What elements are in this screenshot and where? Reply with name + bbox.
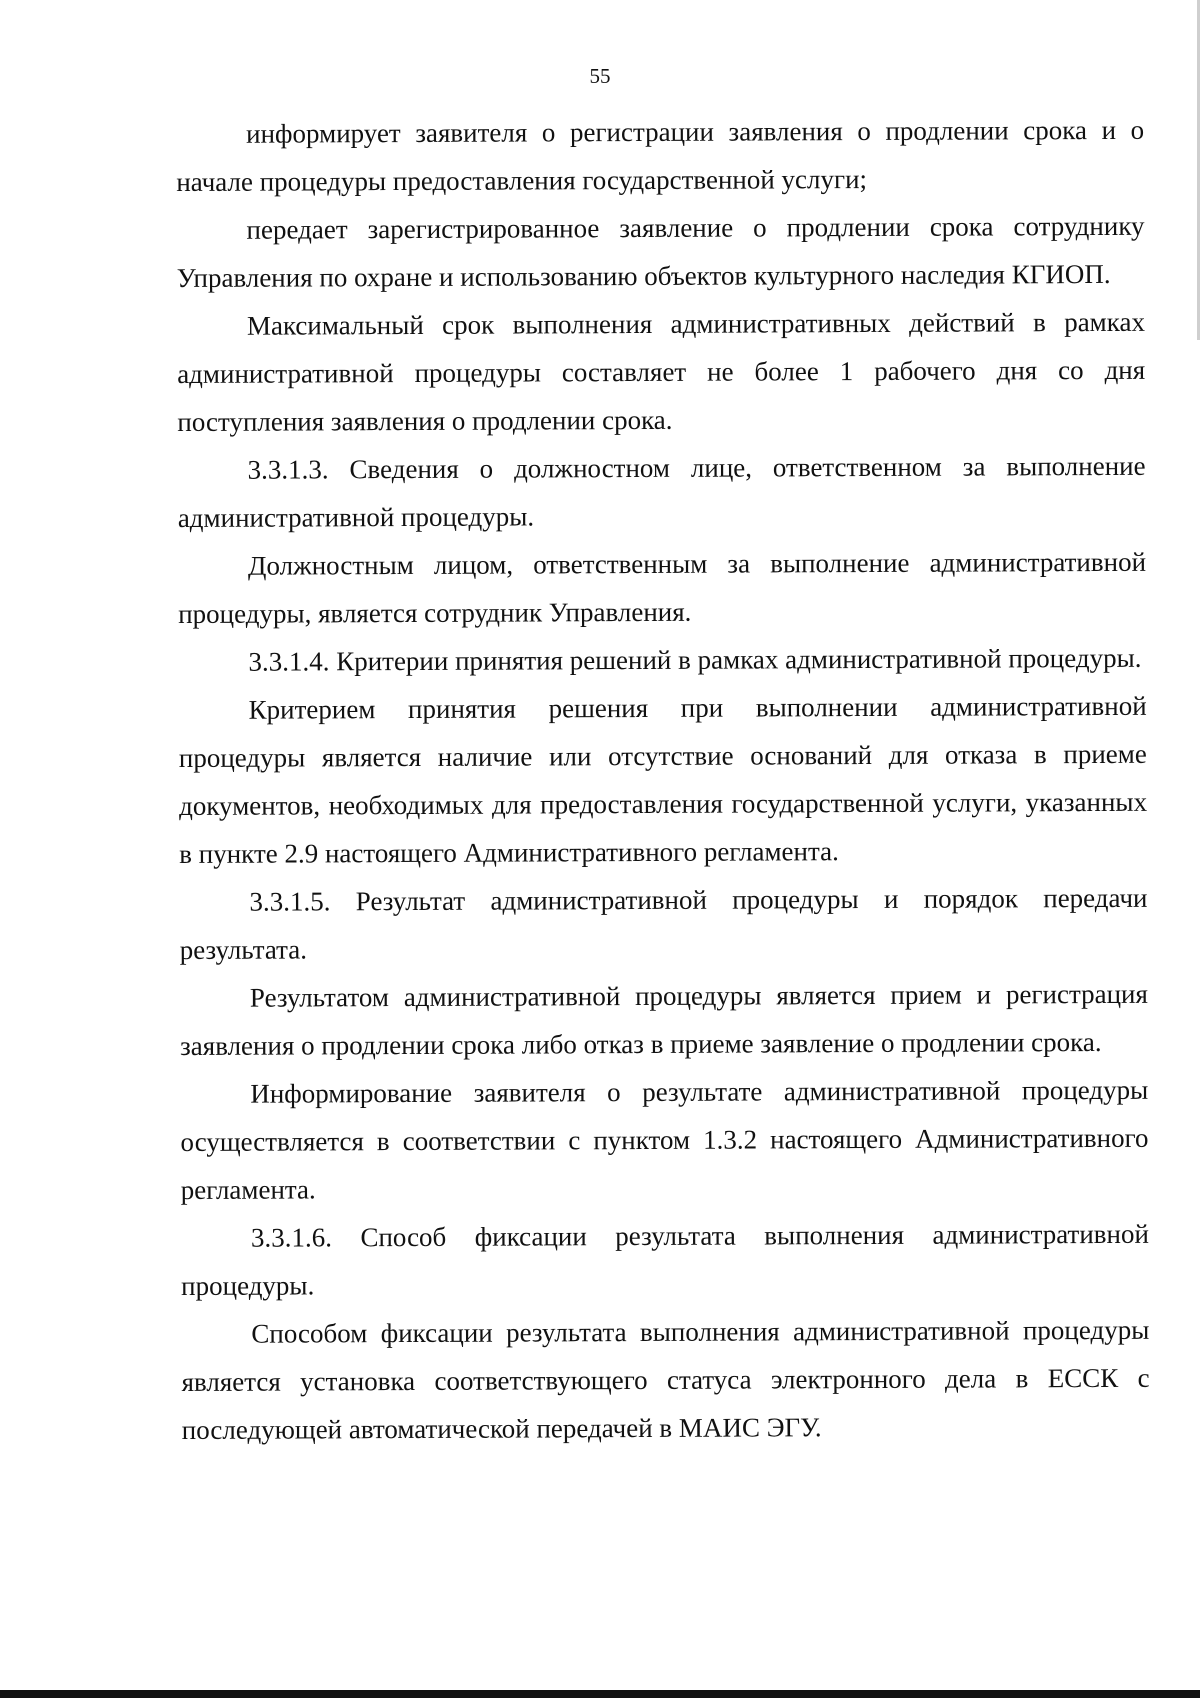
paragraph: Результатом административной процедуры является прием и регистрация заявления о продлении срока либо отказ в приеме заявление о продлении срока. bbox=[180, 978, 1148, 1061]
scan-bottom-border bbox=[0, 1690, 1200, 1698]
section-heading: 3.3.1.5. Результат административной процедуры и порядок передачи результата. bbox=[179, 882, 1148, 965]
paragraph: Должностным лицом, ответственным за выполнение административной процедуры, является сотрудник Управления. bbox=[178, 546, 1147, 629]
section-heading: 3.3.1.3. Сведения о должностном лице, ответственном за выполнение административной процедуры. bbox=[177, 450, 1146, 533]
paragraph: информирует заявителя о регистрации заявления о продлении срока и о начале процедуры предоставления государственной услуги; bbox=[176, 114, 1145, 197]
section-heading: 3.3.1.4. Критерии принятия решений в рамках административной процедуры. bbox=[248, 642, 1142, 677]
page-number: 55 bbox=[589, 64, 611, 88]
document-body bbox=[176, 106, 1150, 1454]
paragraph: передает зарегистрированное заявление о продлении срока сотруднику Управления по охране и использованию объектов культурного наследия КГИОП. bbox=[176, 210, 1145, 293]
paragraph: Критерием принятия решения при выполнении административной процедуры является наличие или отсутствие оснований для отказа в приеме документов, необходимых для предоставления государственной услуги, указанных в пункте 2.9 настоящего Административного регламента. bbox=[178, 690, 1148, 869]
section-heading: 3.3.1.6. Способ фиксации результата выполнения административной процедуры. bbox=[181, 1218, 1149, 1301]
paragraph: Максимальный срок выполнения административных действий в рамках административной процедуры составляет не более 1 рабочего дня со дня поступления заявления о продлении срока. bbox=[177, 306, 1146, 437]
paragraph: Способом фиксации результата выполнения административной процедуры является установка соответствующего статуса электронного дела в ЕССК с последующей автоматической передачей в МАИС ЭГУ. bbox=[181, 1314, 1150, 1445]
paragraph: Информирование заявителя о результате административной процедуры осуществляется в соответствии с пунктом 1.3.2 настоящего Административного регламента. bbox=[180, 1074, 1149, 1205]
